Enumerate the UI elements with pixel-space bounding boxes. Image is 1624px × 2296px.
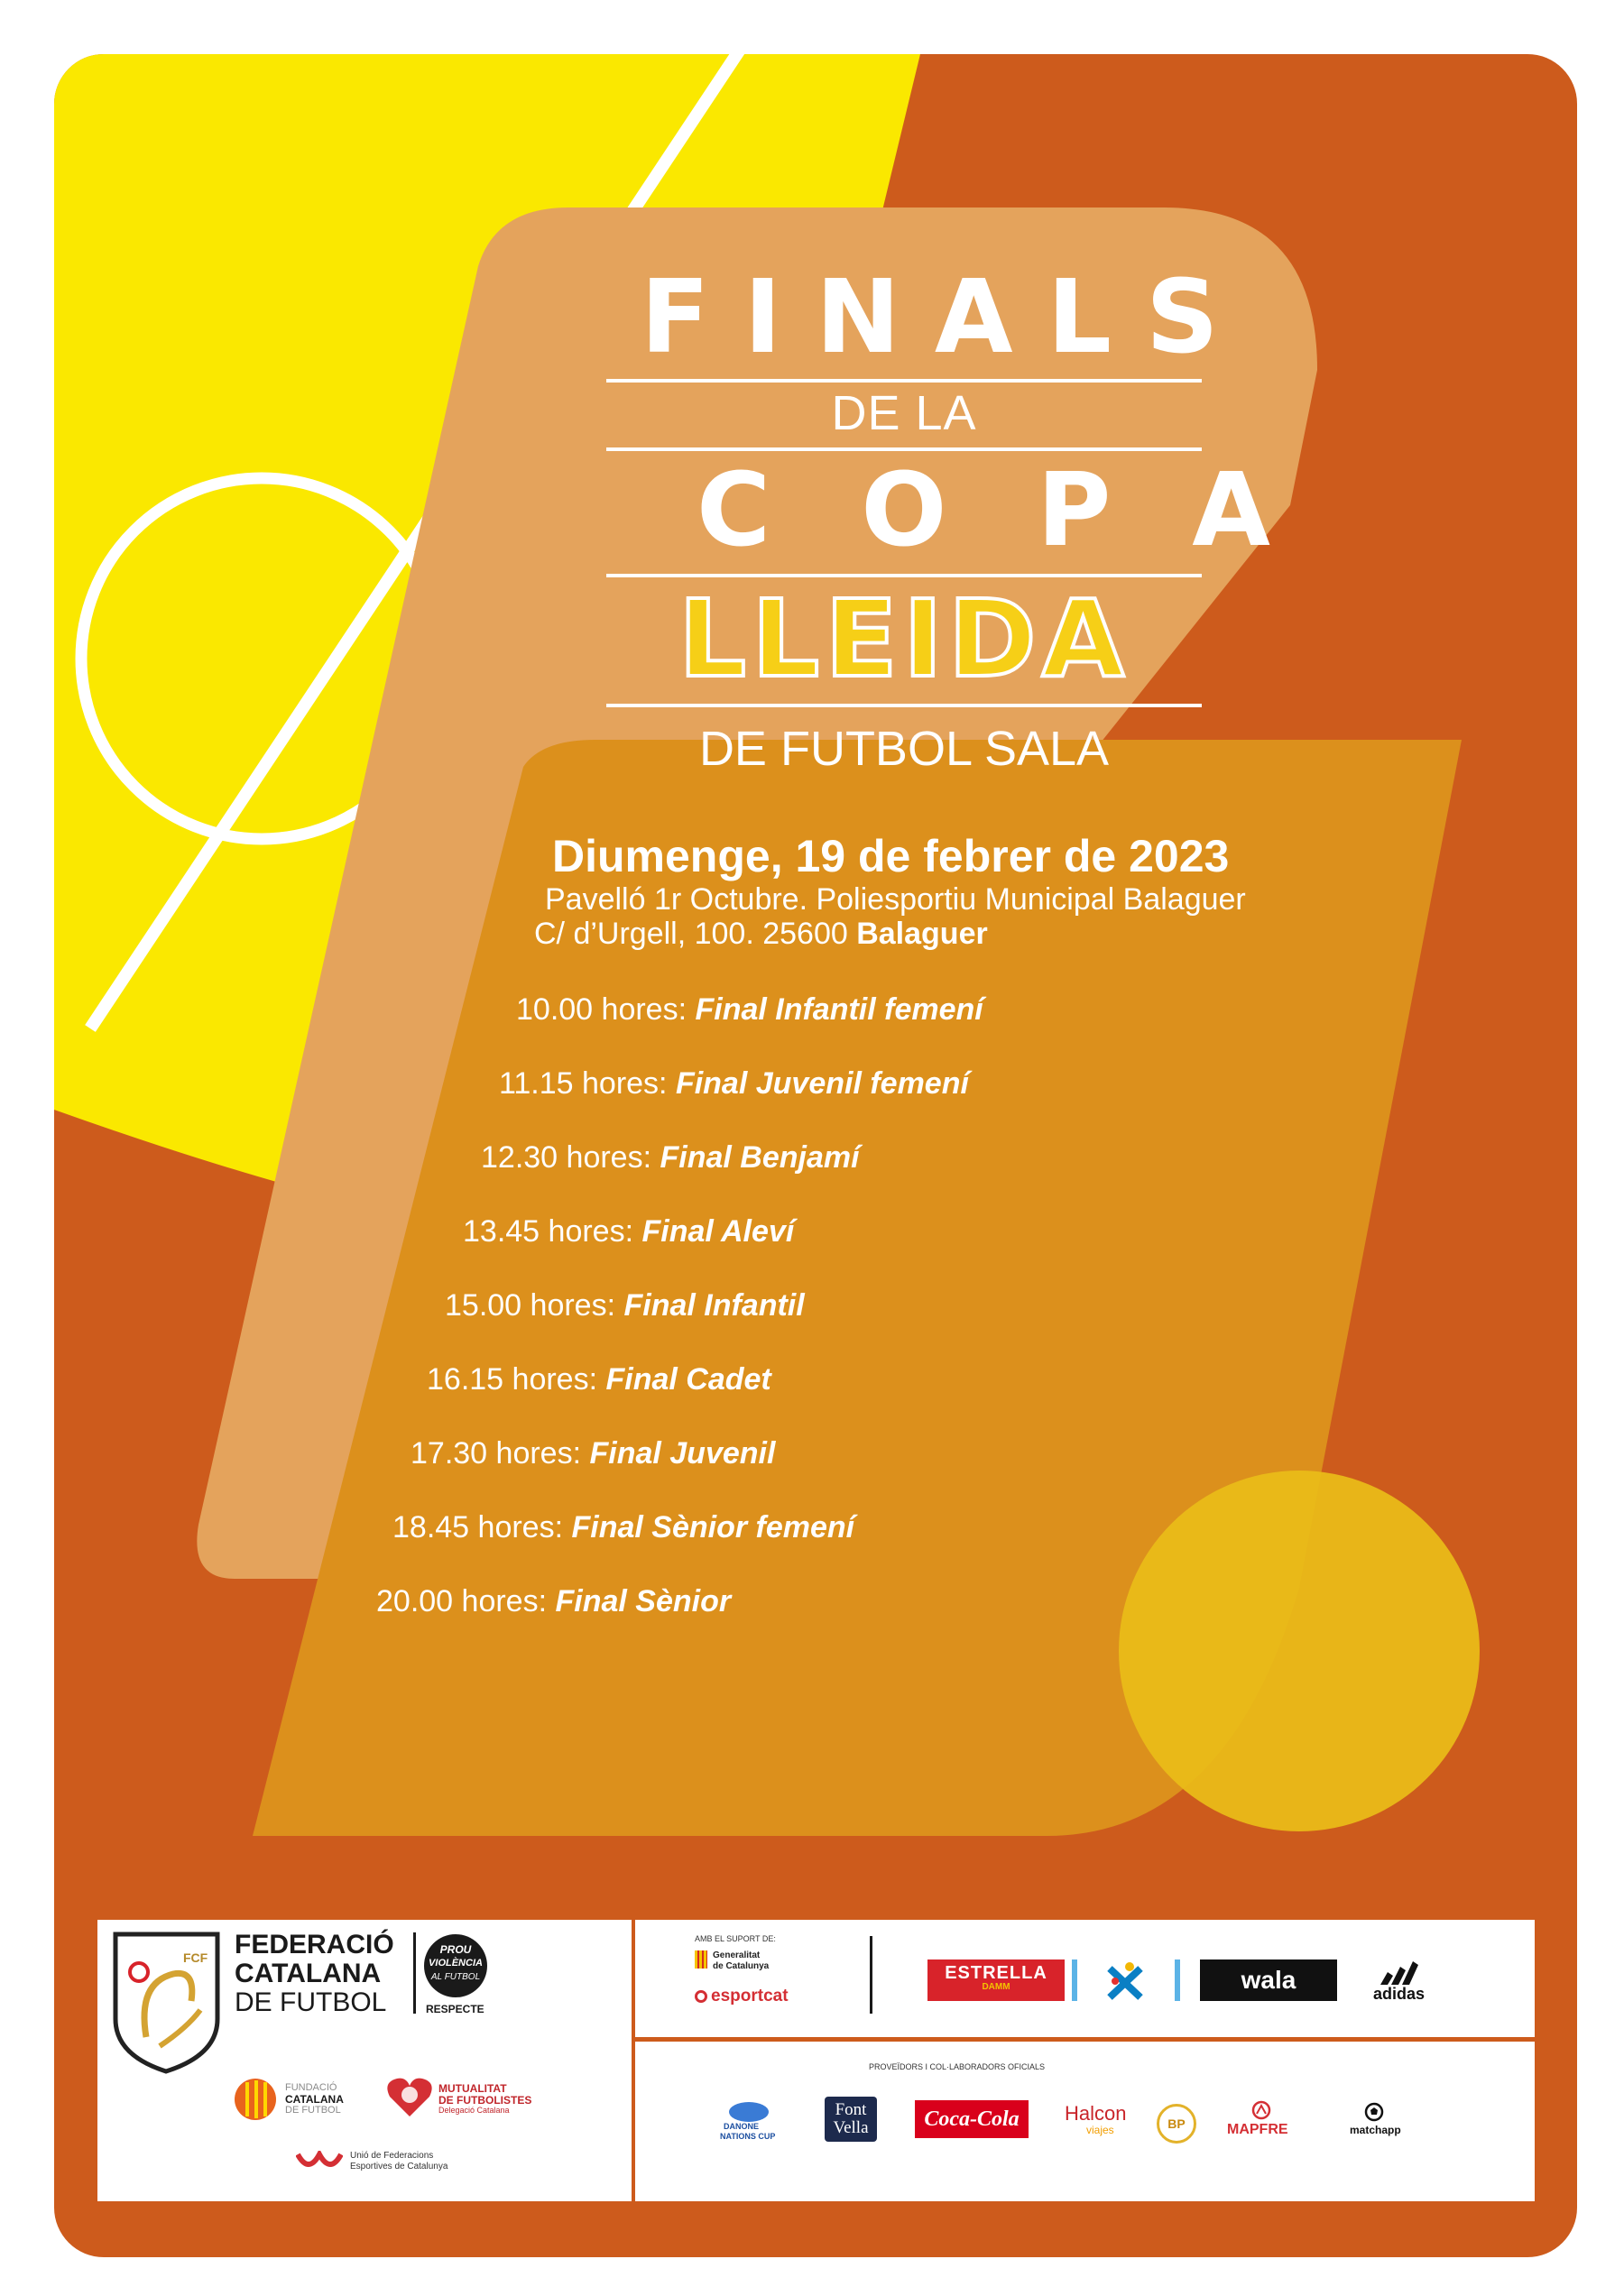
- fcf-name-line2: CATALANA: [235, 1959, 382, 1988]
- schedule-time: 20.00 hores:: [376, 1584, 556, 1618]
- generalitat-line2: de Catalunya: [713, 1961, 770, 1971]
- halcon-label: Halcon: [1065, 2102, 1127, 2125]
- fundacio-line3: DE FUTBOL: [285, 2105, 341, 2116]
- schedule-time: 12.30 hores:: [481, 1140, 660, 1175]
- address-city: Balaguer: [856, 917, 988, 951]
- schedule-event: Final Sènior: [555, 1584, 732, 1618]
- sponsor-divider: [1072, 1959, 1077, 2001]
- coca-cola-logo: Coca-Cola: [915, 2100, 1029, 2138]
- schedule-event: Final Cadet: [605, 1362, 771, 1397]
- footer-divider: [632, 1920, 635, 2201]
- title-rule: [606, 704, 1202, 707]
- generalitat-flag-icon: [695, 1950, 707, 1969]
- font-vella-line2: Vella: [833, 2118, 869, 2137]
- schedule-item: [516, 992, 983, 1028]
- schedule-item: [481, 1140, 860, 1176]
- schedule-event: Final Juvenil femení: [675, 1066, 969, 1101]
- prou-violencia-badge: [424, 1934, 487, 1997]
- estrella-damm-logo: [927, 1959, 1065, 2001]
- fcf-separator: [413, 1932, 416, 2014]
- esportcat-label: esportcat: [711, 1987, 789, 2006]
- footer-divider: [635, 2037, 1535, 2042]
- fcf-badge: FCF: [183, 1950, 208, 1965]
- ufec-line1: Unió de Federacions: [350, 2151, 434, 2161]
- event-date: Diumenge, 19 de febrer de 2023: [552, 831, 1230, 881]
- generalitat-line1: Generalitat: [713, 1950, 761, 1960]
- damm-label: DAMM: [982, 1982, 1010, 1992]
- wala-logo: wala: [1200, 1959, 1337, 2001]
- mapfre-icon: [1250, 2100, 1272, 2120]
- prou-line2: VIOLÈNCIA: [429, 1958, 483, 1969]
- address-street: C/ d’Urgell, 100. 25600: [534, 917, 857, 951]
- fundacio-logo-icon: [233, 2077, 278, 2122]
- danone-ball-icon: [729, 2102, 769, 2122]
- schedule-item: [445, 1288, 805, 1323]
- prou-line1: PROU: [439, 1943, 472, 1956]
- adidas-stripes-icon: [1379, 1959, 1418, 1985]
- fcf-name-line1: FEDERACIÓ: [235, 1930, 394, 1959]
- adidas-label: adidas: [1373, 1985, 1426, 2003]
- mapfre-label: MAPFRE: [1227, 2122, 1288, 2137]
- fundacio-line1: FUNDACIÓ: [285, 2082, 337, 2093]
- ufec-logo-icon: [296, 2151, 343, 2174]
- providers-label: PROVEÏDORS I COL·LABORADORS OFICIALS: [869, 2062, 1046, 2071]
- event-address: [534, 917, 988, 952]
- schedule-time: 16.15 hores:: [427, 1362, 606, 1397]
- title-lleida: LLEIDA: [678, 576, 1130, 701]
- mutualitat-line1: MUTUALITAT: [438, 2082, 507, 2095]
- schedule-item: [376, 1584, 731, 1619]
- title-subtitle: DE FUTBOL SALA: [698, 722, 1110, 776]
- fundacio-line2: CATALANA: [285, 2093, 344, 2106]
- mutualitat-line3: Delegació Catalana: [438, 2106, 510, 2115]
- schedule-event: Final Aleví: [641, 1214, 795, 1249]
- estrella-label: ESTRELLA: [945, 1963, 1047, 1983]
- matchapp-label: matchapp: [1350, 2124, 1401, 2136]
- poster: [54, 54, 1577, 2257]
- title-de-la: DE LA: [831, 386, 977, 440]
- schedule-time: 13.45 hores:: [463, 1214, 642, 1249]
- schedule-event: Final Infantil femení: [695, 992, 983, 1027]
- halcon-viajes-label: viajes: [1086, 2124, 1114, 2136]
- support-separator: [870, 1936, 872, 2014]
- danone-line2: NATIONS CUP: [720, 2132, 776, 2141]
- font-vella-line1: Font: [835, 2100, 867, 2119]
- schedule-item: [427, 1362, 771, 1397]
- schedule-event: Final Juvenil: [589, 1436, 776, 1471]
- matchapp-ball-icon: [1364, 2102, 1384, 2122]
- support-label: AMB EL SUPORT DE:: [695, 1934, 776, 1943]
- fcf-name-line3: DE FUTBOL: [235, 1987, 387, 2017]
- mutualitat-line2: DE FUTBOLISTES: [438, 2094, 532, 2107]
- ufec-line2: Esportives de Catalunya: [350, 2162, 448, 2172]
- sponsor-footer: [97, 1920, 1535, 2201]
- schedule-time: 10.00 hores:: [516, 992, 696, 1027]
- title-copa: COPA: [697, 452, 1361, 569]
- schedule-event: Final Benjamí: [660, 1140, 860, 1175]
- event-title: [606, 259, 1361, 785]
- schedule-item: [411, 1436, 775, 1471]
- schedule-time: 17.30 hores:: [411, 1436, 590, 1471]
- schedule-event: Final Infantil: [623, 1288, 805, 1323]
- schedule-event: Final Sènior femení: [571, 1510, 855, 1544]
- respecte-label: RESPECTE: [426, 2003, 484, 2015]
- gold-circle: [1119, 1471, 1480, 1831]
- sponsor-divider: [1175, 1959, 1180, 2001]
- bp-logo: BP: [1157, 2104, 1196, 2144]
- esportcat-icon: [695, 1990, 707, 2003]
- schedule-item: [499, 1066, 969, 1102]
- schedule-item: [392, 1510, 854, 1545]
- prou-line3: AL FUTBOL: [430, 1972, 481, 1982]
- title-finals: FINALS: [641, 259, 1253, 376]
- mutualitat-heart-icon: [386, 2075, 433, 2118]
- font-vella-logo: [825, 2097, 877, 2142]
- schedule-time: 18.45 hores:: [392, 1510, 572, 1544]
- event-venue: Pavelló 1r Octubre. Poliesportiu Municipal Balaguer: [545, 882, 1246, 917]
- schedule-time: 15.00 hores:: [445, 1288, 624, 1323]
- schedule-time: 11.15 hores:: [499, 1066, 676, 1101]
- caixabank-star-icon: [1103, 1958, 1148, 2003]
- danone-line1: DANONE: [724, 2122, 760, 2131]
- schedule-item: [463, 1214, 794, 1249]
